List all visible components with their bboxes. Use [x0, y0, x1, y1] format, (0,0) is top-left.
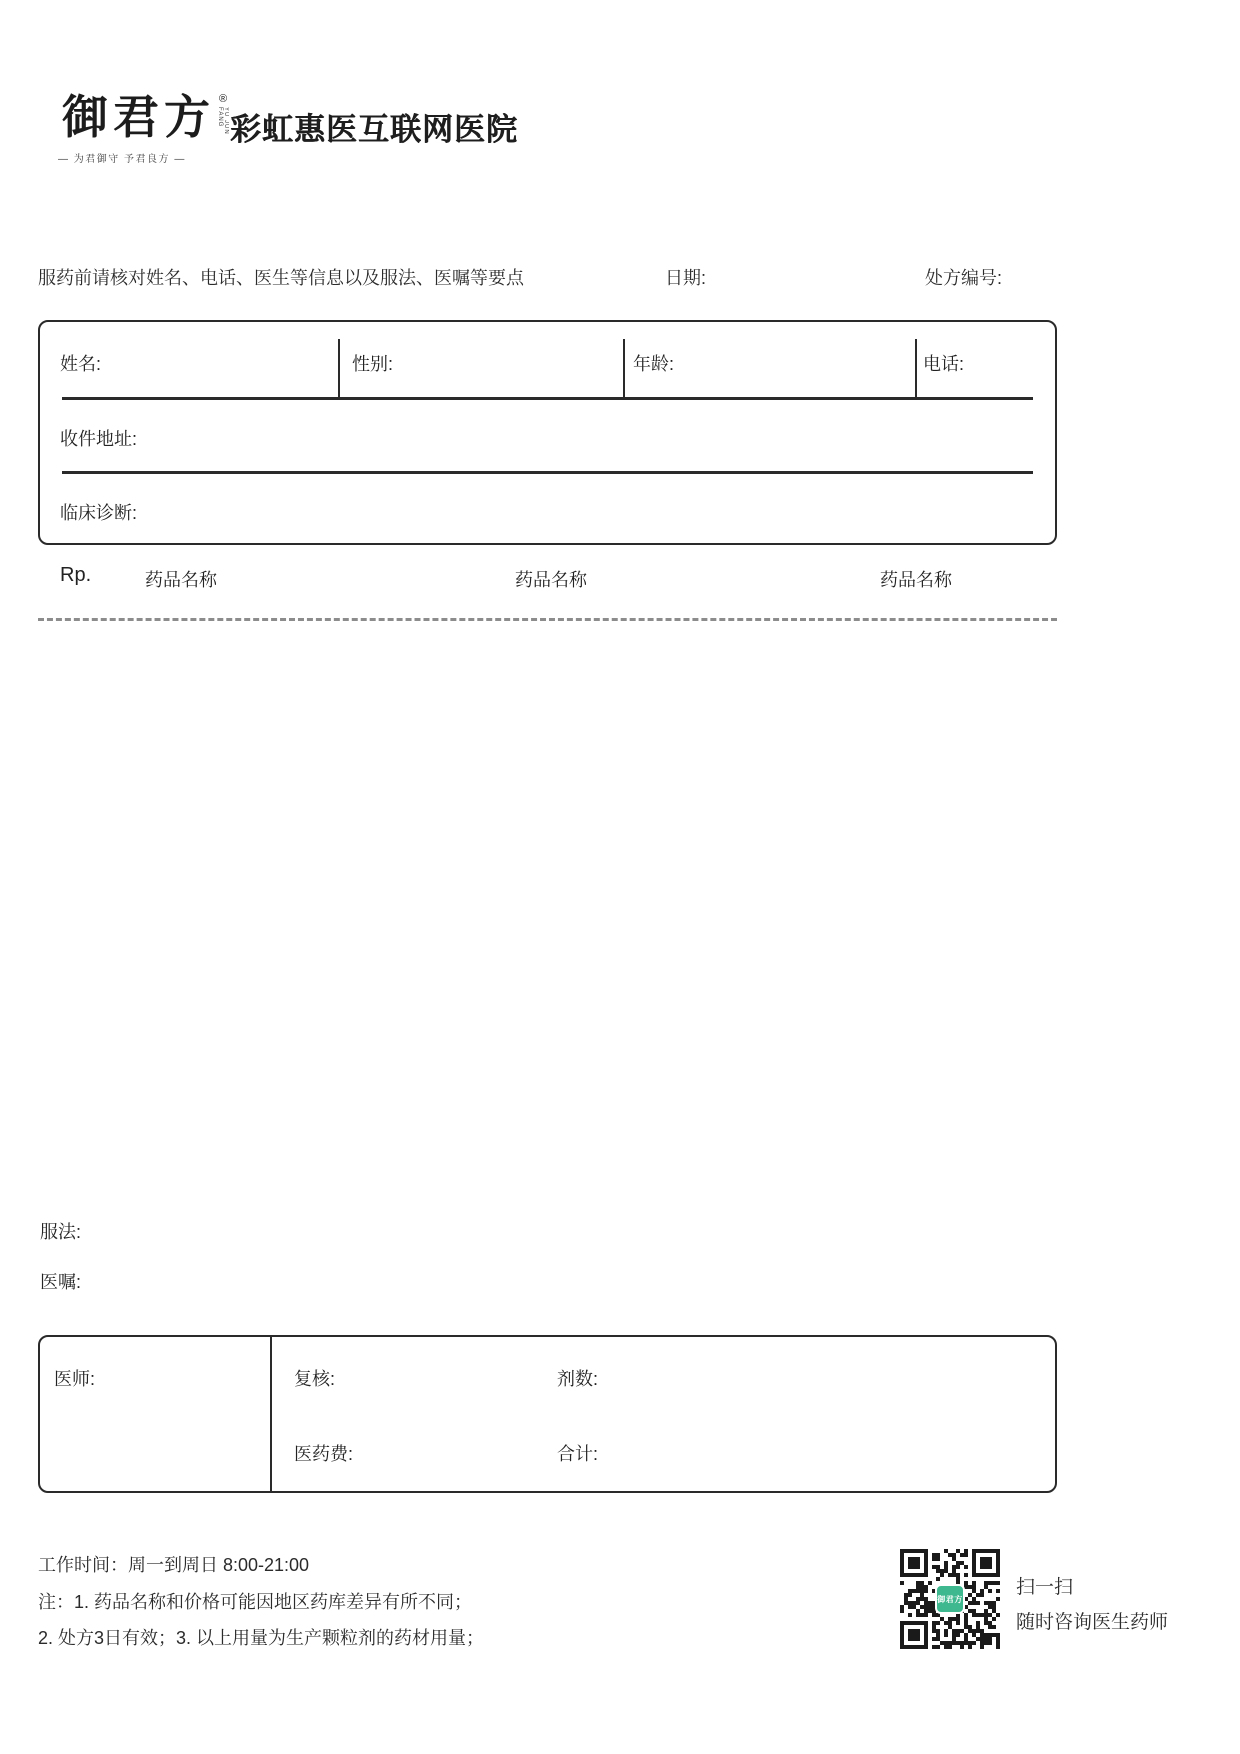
note-line-1: 注：1. 药品名称和价格可能因地区药库差异有所不同； [38, 1592, 473, 1612]
brand-logo-romanization: YU JUN FANG [217, 107, 229, 135]
brand-logo-side [217, 94, 229, 145]
hospital-name: 彩虹惠医互联网医院 [230, 112, 518, 147]
brand-tagline: — 为君御守 予君良方 — [58, 154, 186, 165]
patient-age-label: 年龄: [633, 354, 675, 374]
doctor-label: 医师: [54, 1369, 96, 1389]
column-divider [915, 339, 917, 397]
clinical-diagnosis-label: 临床诊断: [60, 503, 138, 523]
drug-name-header-2: 药品名称 [515, 570, 587, 590]
rp-label: Rp. [60, 564, 92, 586]
shipping-address-label: 收件地址: [60, 429, 138, 449]
dashed-separator [38, 618, 1057, 621]
registered-trademark-icon: ® [218, 93, 228, 105]
patient-info-box [38, 320, 1057, 545]
qr-scan-subtitle: 随时咨询医生药师 [1016, 1612, 1169, 1633]
rx-number-label: 处方编号: [925, 268, 1003, 288]
date-label: 日期: [665, 268, 707, 288]
patient-phone-label: 电话: [923, 354, 965, 374]
usage-label: 服法: [40, 1222, 82, 1242]
sign-off-box [38, 1335, 1057, 1493]
patient-name-label: 姓名: [60, 354, 102, 374]
brand-logo [62, 90, 229, 145]
medicine-fee-label: 医药费: [294, 1444, 354, 1464]
dose-count-label: 剂数: [557, 1369, 599, 1389]
patient-gender-label: 性别: [352, 354, 394, 374]
qr-code [900, 1549, 1000, 1649]
verification-notice: 服药前请核对姓名、电话、医生等信息以及服法、医嘱等要点 [38, 268, 524, 288]
column-divider [623, 339, 625, 397]
qr-center-logo: 御君方 [935, 1584, 965, 1614]
column-divider [338, 339, 340, 397]
brand-logo-text: 御君方 [62, 90, 215, 144]
work-time-note: 工作时间：周一到周日 8:00-21:00 [38, 1555, 310, 1575]
column-divider [270, 1337, 272, 1491]
row-divider [62, 397, 1033, 400]
note-line-2: 2. 处方3日有效；3. 以上用量为生产颗粒剂的药材用量； [38, 1628, 485, 1648]
qr-scan-title: 扫一扫 [1016, 1577, 1074, 1598]
doctor-advice-label: 医嘱: [40, 1272, 82, 1292]
drug-name-header-1: 药品名称 [145, 570, 217, 590]
drug-name-header-3: 药品名称 [880, 570, 952, 590]
total-label: 合计: [557, 1444, 599, 1464]
review-label: 复核: [294, 1369, 336, 1389]
prescription-body-area [38, 630, 1057, 1190]
row-divider [62, 471, 1033, 474]
